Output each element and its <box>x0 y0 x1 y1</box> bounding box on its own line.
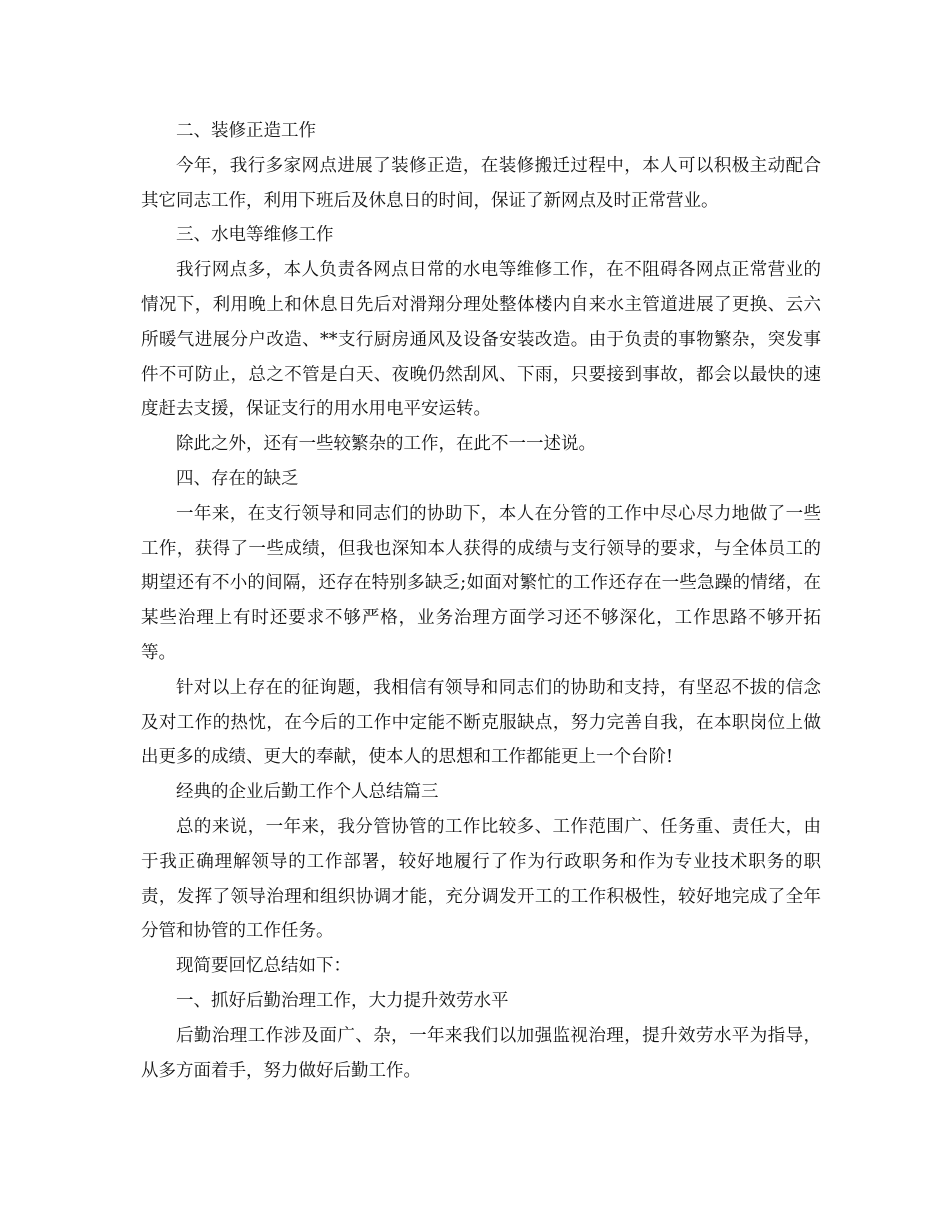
paragraph-shortcomings: 一年来，在支行领导和同志们的协助下，本人在分管的工作中尽心尽力地做了一些工作，获得了一些成绩，但我也深知本人获得的成绩与支行领导的要求，与全体员工的期望还有不小的间隔，还存在特别多缺乏;如面对繁忙的工作还存在一些急躁的情绪，在某些治理上有时还要求不够严格，业务治理方面学习还不够深化，工作思路不够开拓等。 <box>141 503 821 663</box>
paragraph-improvement: 针对以上存在的征询题，我相信有领导和同志们的协助和支持，有坚忍不拔的信念及对工作的热忱，在今后的工作中定能不断克服缺点，努力完善自我，在本职岗位上做出更多的成绩、更大的奉献，使本人的思想和工作都能更上一个台阶! <box>141 677 821 768</box>
document-body <box>141 114 821 1088</box>
section-heading-renovation: 二、装修正造工作 <box>176 121 316 141</box>
paragraph-renovation: 今年，我行多家网点进展了装修正造，在装修搬迁过程中，本人可以积极主动配合其它同志工作，利用下班后及休息日的时间，保证了新网点及时正常营业。 <box>141 155 821 211</box>
paragraph-summary: 总的来说，一年来，我分管协管的工作比较多、工作范围广、任务重、责任大，由于我正确理解领导的工作部署，较好地履行了作为行政职务和作为专业技术职务的职责，发挥了领导治理和组织协调才能，充分调发开工的工作积极性，较好地完成了全年分管和协管的工作任务。 <box>141 816 821 942</box>
paragraph-logistics: 后勤治理工作涉及面广、杂，一年来我们以加强监视治理，提升效劳水平为指导，从多方面着手，努力做好后勤工作。 <box>141 1025 821 1081</box>
paragraph-summary-intro: 现简要回忆总结如下： <box>176 956 351 977</box>
article-title-part-three: 经典的企业后勤工作个人总结篇三 <box>176 782 439 803</box>
section-heading-maintenance: 三、水电等维修工作 <box>176 225 334 246</box>
section-heading-shortcomings: 四、存在的缺乏 <box>176 468 299 489</box>
paragraph-maintenance: 我行网点多，本人负责各网点日常的水电等维修工作，在不阻碍各网点正常营业的情况下，利用晚上和休息日先后对滑翔分理处整体楼内自来水主管道进展了更换、云六所暖气进展分户改造、**支行厨房通风及设备安装改造。由于负责的事物繁杂，突发事件不可防止，总之不管是白天、夜晚仍然刮风、下雨，只要接到事故，都会以最快的速度赶去支援，保证支行的用水用电平安运转。 <box>141 260 821 420</box>
paragraph-other-work: 除此之外，还有一些较繁杂的工作，在此不一一述说。 <box>176 434 596 455</box>
section-heading-logistics: 一、抓好后勤治理工作，大力提升效劳水平 <box>176 990 509 1011</box>
